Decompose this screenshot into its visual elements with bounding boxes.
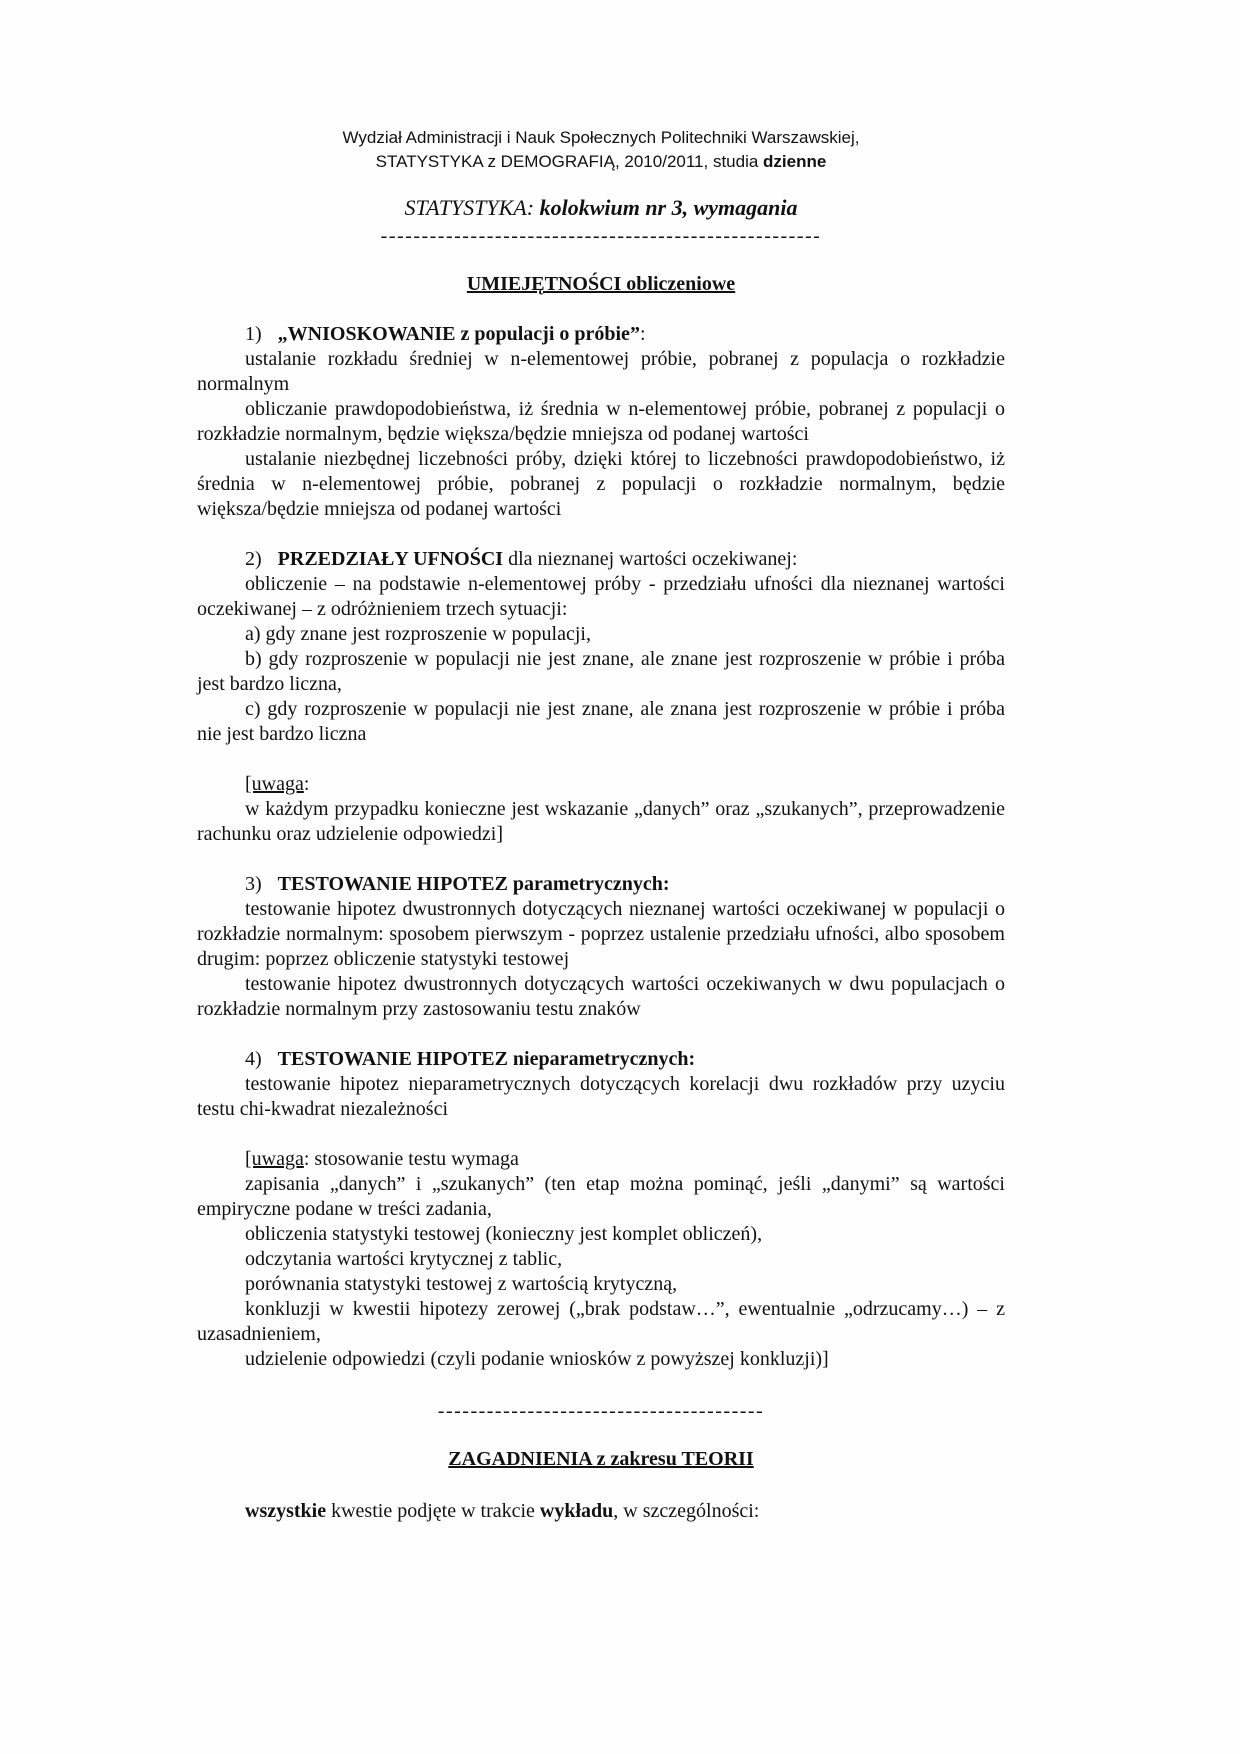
note-1-label-text: [uwaga — [245, 773, 304, 795]
doc-title-bold: kolokwium nr 3, wymagania — [539, 195, 798, 220]
section-1-number: 1) — [245, 323, 262, 345]
skills-section-heading-text: UMIEJĘTNOŚCI obliczeniowe — [466, 273, 736, 295]
section-2-paragraph-1: obliczenie – na podstawie n-elementowej próby - przedziału ufności dla nieznanej wartości oczekiwanej – z odróżnieniem trzech sytuacji: — [197, 573, 1005, 620]
section-4-number: 4) — [245, 1048, 262, 1070]
title-divider: ------------------------------------------------------ — [380, 225, 822, 247]
document-header — [197, 126, 1005, 174]
section-1-heading — [197, 322, 1005, 347]
skills-section-heading — [197, 272, 1005, 297]
section-2-heading — [197, 547, 1005, 572]
theory-section-heading-text: ZAGADNIENIA z zakresu TEORII — [448, 1448, 754, 1470]
theory-lead-bold-2: wykładu — [539, 1500, 614, 1522]
section-3-number: 3) — [245, 873, 262, 895]
section-1-paragraph-2: obliczanie prawdopodobieństwa, iż średnia w n-elementowej próbie, pobranej z populacji o rozkładzie normalnym, będzie większa/będzie mniejsza od podanej wartości — [197, 398, 1005, 445]
theory-section-heading — [197, 1447, 1005, 1472]
note-2-paragraph-2: obliczenia statystyki testowej (konieczny jest komplet obliczeń), — [245, 1223, 763, 1245]
note-1-colon: : — [303, 773, 310, 795]
section-4-heading — [197, 1047, 1005, 1072]
note-2-paragraph-6: udzielenie odpowiedzi (czyli podanie wniosków z powyższej konkluzji)] — [245, 1348, 829, 1370]
note-2-label — [197, 1147, 1005, 1172]
note-1-label — [197, 772, 1005, 797]
theory-divider: ---------------------------------------- — [437, 1400, 765, 1422]
note-2-label-text: [uwaga — [245, 1148, 304, 1170]
note-2-paragraph-4: porównania statystyki testowej z wartością krytyczną, — [245, 1273, 678, 1295]
note-2-tail: : stosowanie testu wymaga — [303, 1148, 519, 1170]
section-1-title: „WNIOSKOWANIE z populacji o próbie” — [277, 323, 640, 345]
doc-title — [197, 194, 1005, 222]
header-line-1: Wydział Administracji i Nauk Społecznych Politechniki Warszawskiej, — [342, 128, 860, 147]
header-line-2-bold: dzienne — [763, 152, 827, 171]
header-line-2-text: STATYSTYKA z DEMOGRAFIĄ, 2010/2011, studia — [375, 152, 764, 171]
section-1-paragraph-1: ustalanie rozkładu średniej w n-elementowej próbie, pobranej z populacja o rozkładzie normalnym — [197, 348, 1005, 395]
theory-lead-tail: , w szczególności: — [613, 1500, 760, 1522]
section-3-title: TESTOWANIE HIPOTEZ parametrycznych: — [277, 873, 670, 895]
theory-lead-bold-1: wszystkie — [245, 1500, 327, 1522]
theory-lead-paragraph — [197, 1499, 1005, 1524]
section-1-colon: : — [639, 323, 646, 345]
note-2-paragraph-5: konkluzji w kwestii hipotezy zerowej („brak podstaw…”, ewentualnie „odrzucamy…) – z uzasadnieniem, — [197, 1298, 1005, 1345]
note-1-paragraph: w każdym przypadku konieczne jest wskazanie „danych” oraz „szukanych”, przeprowadzenie rachunku oraz udzielenie odpowiedzi] — [197, 798, 1005, 845]
section-1-paragraph-3: ustalanie niezbędnej liczebności próby, dzięki której to liczebności prawdopodobieństwo, iż średnia w n-elementowej próbie, pobranej z populacji o rozkładzie normalnym, będzie większa/będzie mniejsza od podanej wartości — [197, 448, 1005, 520]
section-2-number: 2) — [245, 548, 262, 570]
section-3-paragraph-2: testowanie hipotez dwustronnych dotyczących wartości oczekiwanych w dwu populacjach o rozkładzie normalnym przy zastosowaniu testu znaków — [197, 973, 1005, 1020]
note-2-paragraph-3: odczytania wartości krytycznej z tablic, — [245, 1248, 563, 1270]
section-3-paragraph-1: testowanie hipotez dwustronnych dotyczących nieznanej wartości oczekiwanej w populacji o rozkładzie normalnym: sposobem pierwszym - poprzez ustalenie przedziału ufności, albo sposobem drugim: poprzez obliczenie statystyki testowej — [197, 898, 1005, 970]
section-2-tail: dla nieznanej wartości oczekiwanej: — [503, 548, 798, 570]
section-2-title: PRZEDZIAŁY UFNOŚCI — [277, 548, 504, 570]
header-line-2 — [197, 150, 1005, 174]
section-2-item-c: c) gdy rozproszenie w populacji nie jest znane, ale znana jest rozproszenie w próbie i próba nie jest bardzo liczna — [197, 698, 1005, 745]
section-4-title: TESTOWANIE HIPOTEZ nieparametrycznych: — [277, 1048, 696, 1070]
note-2-paragraph-1: zapisania „danych” i „szukanych” (ten etap można pominąć, jeśli „danymi” są wartości empiryczne podane w treści zadania, — [197, 1173, 1005, 1220]
section-3-heading — [197, 872, 1005, 897]
theory-lead-mid: kwestie podjęte w trakcie — [326, 1500, 540, 1522]
doc-title-prefix: STATYSTYKA: — [404, 195, 540, 220]
section-2-item-b: b) gdy rozproszenie w populacji nie jest znane, ale znane jest rozproszenie w próbie i próba jest bardzo liczna, — [197, 648, 1005, 695]
section-4-paragraph-1: testowanie hipotez nieparametrycznych dotyczących korelacji dwu rozkładów przy uzyciu testu chi-kwadrat niezależności — [197, 1073, 1005, 1120]
section-2-item-a: a) gdy znane jest rozproszenie w populacji, — [245, 623, 591, 645]
